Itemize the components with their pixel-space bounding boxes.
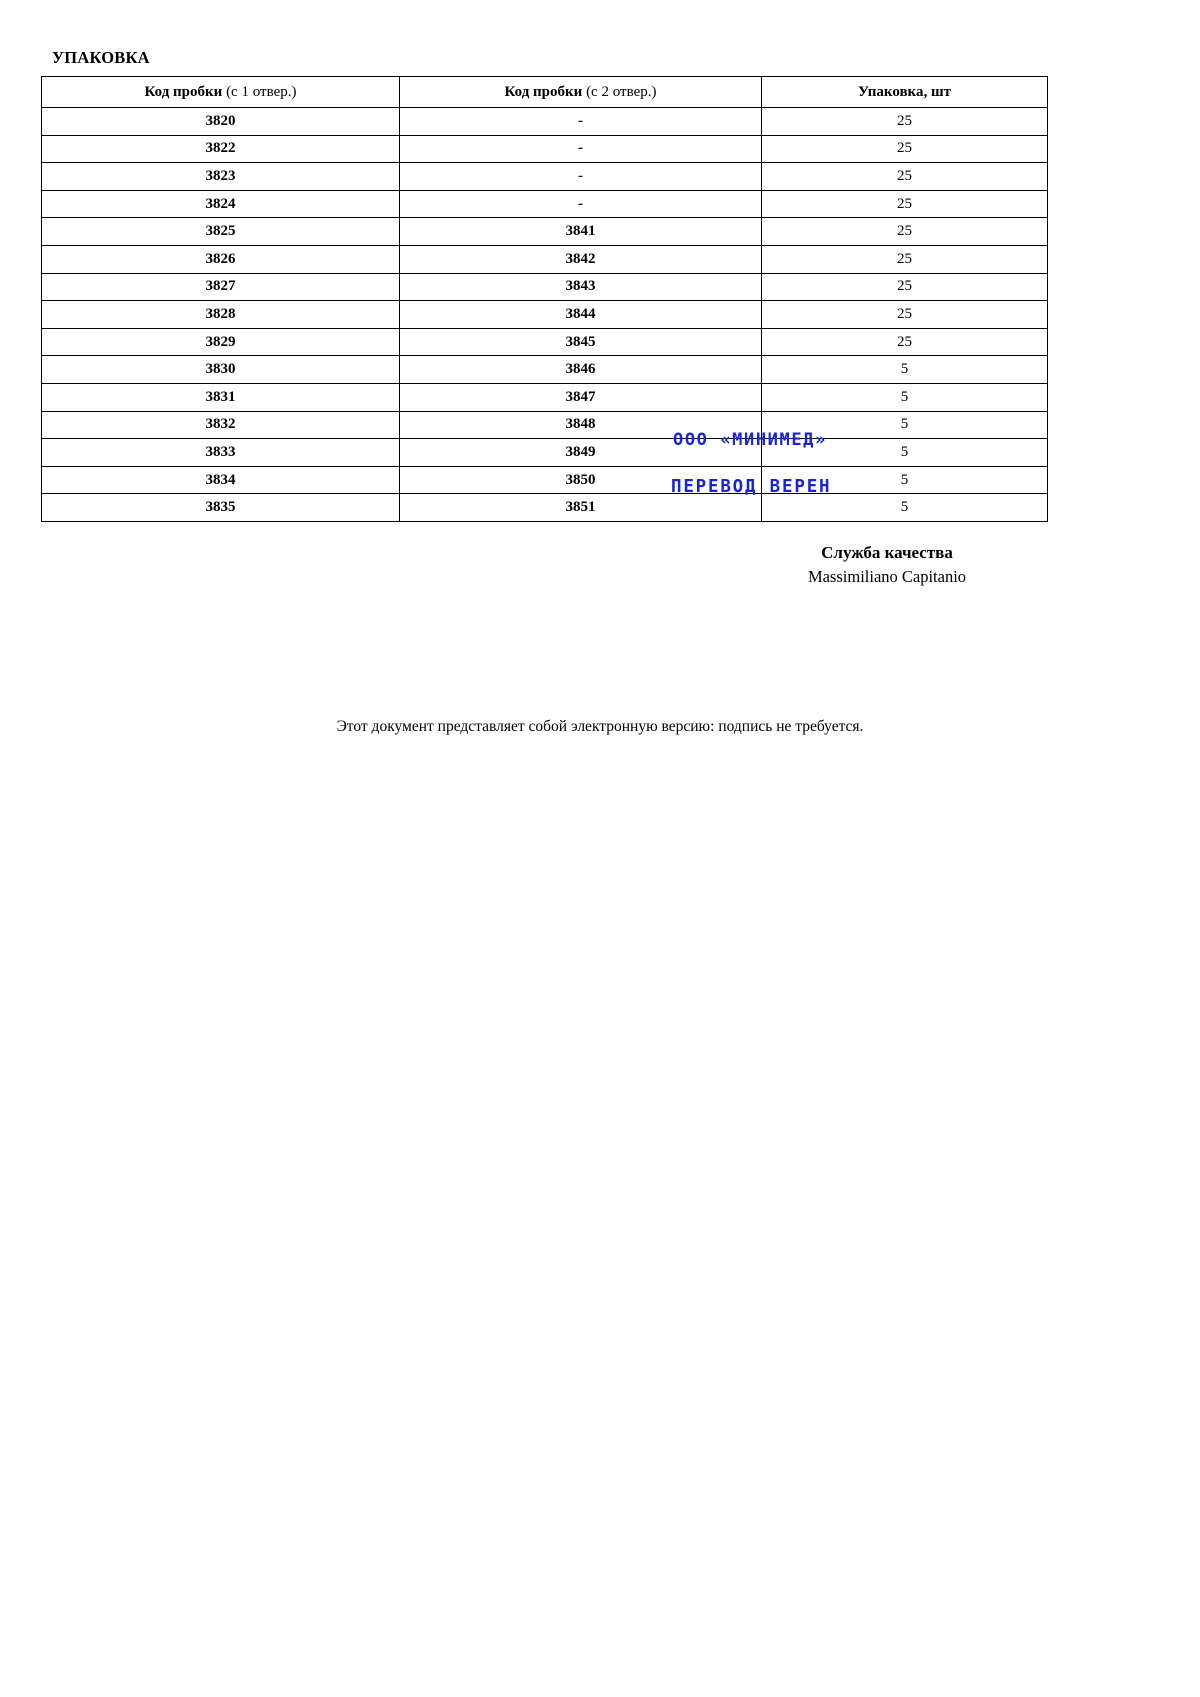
cell-cork-code-1: 3824 — [42, 190, 400, 218]
cell-cork-code-2: 3848 — [400, 411, 762, 439]
cell-cork-code-1: 3831 — [42, 383, 400, 411]
cell-cork-code-1: 3820 — [42, 108, 400, 136]
cell-package-qty: 25 — [762, 273, 1048, 301]
signature-block — [727, 543, 1047, 587]
cell-cork-code-1: 3827 — [42, 273, 400, 301]
cell-package-qty: 5 — [762, 411, 1048, 439]
table-row — [42, 466, 1048, 494]
table-row — [42, 218, 1048, 246]
column-header-cork-code-1 — [42, 77, 400, 108]
cell-package-qty: 25 — [762, 301, 1048, 329]
cell-cork-code-1: 3822 — [42, 135, 400, 163]
cell-package-qty: 5 — [762, 383, 1048, 411]
table-row — [42, 439, 1048, 467]
cell-cork-code-1: 3828 — [42, 301, 400, 329]
cell-cork-code-2: 3846 — [400, 356, 762, 384]
cell-package-qty: 5 — [762, 439, 1048, 467]
cell-cork-code-2: 3850 — [400, 466, 762, 494]
cell-cork-code-1: 3823 — [42, 163, 400, 191]
page-title: УПАКОВКА — [52, 48, 150, 67]
column-header-cork-code-2-strong: Код пробки — [504, 83, 583, 100]
column-header-cork-code-1-strong: Код пробки — [144, 83, 223, 100]
column-header-cork-code-2-rest: (с 2 отвер.) — [582, 83, 657, 100]
cell-cork-code-2: 3843 — [400, 273, 762, 301]
cell-package-qty: 5 — [762, 494, 1048, 522]
cell-package-qty: 25 — [762, 135, 1048, 163]
table-row — [42, 328, 1048, 356]
cell-package-qty: 25 — [762, 218, 1048, 246]
translation-stamp-certification: ПЕРЕВОД ВЕРЕН — [671, 477, 832, 497]
cell-package-qty: 5 — [762, 466, 1048, 494]
cell-package-qty: 25 — [762, 163, 1048, 191]
cell-cork-code-1: 3833 — [42, 439, 400, 467]
cell-cork-code-1: 3829 — [42, 328, 400, 356]
table-row — [42, 108, 1048, 136]
cell-cork-code-2: 3844 — [400, 301, 762, 329]
table-row — [42, 245, 1048, 273]
signature-name: Massimiliano Capitanio — [807, 567, 967, 586]
column-header-cork-code-1-rest: (с 1 отвер.) — [222, 83, 297, 100]
table-row — [42, 411, 1048, 439]
table-header-row — [42, 77, 1048, 108]
cell-cork-code-2: - — [400, 108, 762, 136]
cell-cork-code-2: 3845 — [400, 328, 762, 356]
cell-cork-code-2: - — [400, 135, 762, 163]
cell-cork-code-1: 3826 — [42, 245, 400, 273]
cell-cork-code-2: - — [400, 190, 762, 218]
packaging-table — [41, 76, 1048, 522]
column-header-package-qty — [762, 77, 1048, 108]
table-row — [42, 163, 1048, 191]
table-row — [42, 190, 1048, 218]
cell-cork-code-2: - — [400, 163, 762, 191]
cell-cork-code-2: 3849 — [400, 439, 762, 467]
table-row — [42, 273, 1048, 301]
table-row — [42, 494, 1048, 522]
cell-cork-code-2: 3842 — [400, 245, 762, 273]
electronic-document-note: Этот документ представляет собой электронную версию: подпись не требуется. — [336, 718, 864, 735]
cell-cork-code-1: 3835 — [42, 494, 400, 522]
table-row — [42, 356, 1048, 384]
column-header-package-qty-strong: Упаковка, шт — [857, 83, 952, 100]
cell-cork-code-1: 3830 — [42, 356, 400, 384]
cell-cork-code-1: 3825 — [42, 218, 400, 246]
translation-stamp-company: ООО «МИНИМЕД» — [673, 430, 827, 450]
cell-package-qty: 25 — [762, 190, 1048, 218]
cell-cork-code-2: 3847 — [400, 383, 762, 411]
column-header-cork-code-2 — [400, 77, 762, 108]
cell-cork-code-2: 3851 — [400, 494, 762, 522]
cell-cork-code-1: 3834 — [42, 466, 400, 494]
table-header — [42, 77, 1048, 108]
table-row — [42, 135, 1048, 163]
cell-package-qty: 5 — [762, 356, 1048, 384]
cell-cork-code-1: 3832 — [42, 411, 400, 439]
signature-department: Служба качества — [821, 543, 953, 562]
cell-package-qty: 25 — [762, 245, 1048, 273]
table-row — [42, 383, 1048, 411]
cell-cork-code-2: 3841 — [400, 218, 762, 246]
table-row — [42, 301, 1048, 329]
table-body — [42, 108, 1048, 522]
cell-package-qty: 25 — [762, 328, 1048, 356]
cell-package-qty: 25 — [762, 108, 1048, 136]
